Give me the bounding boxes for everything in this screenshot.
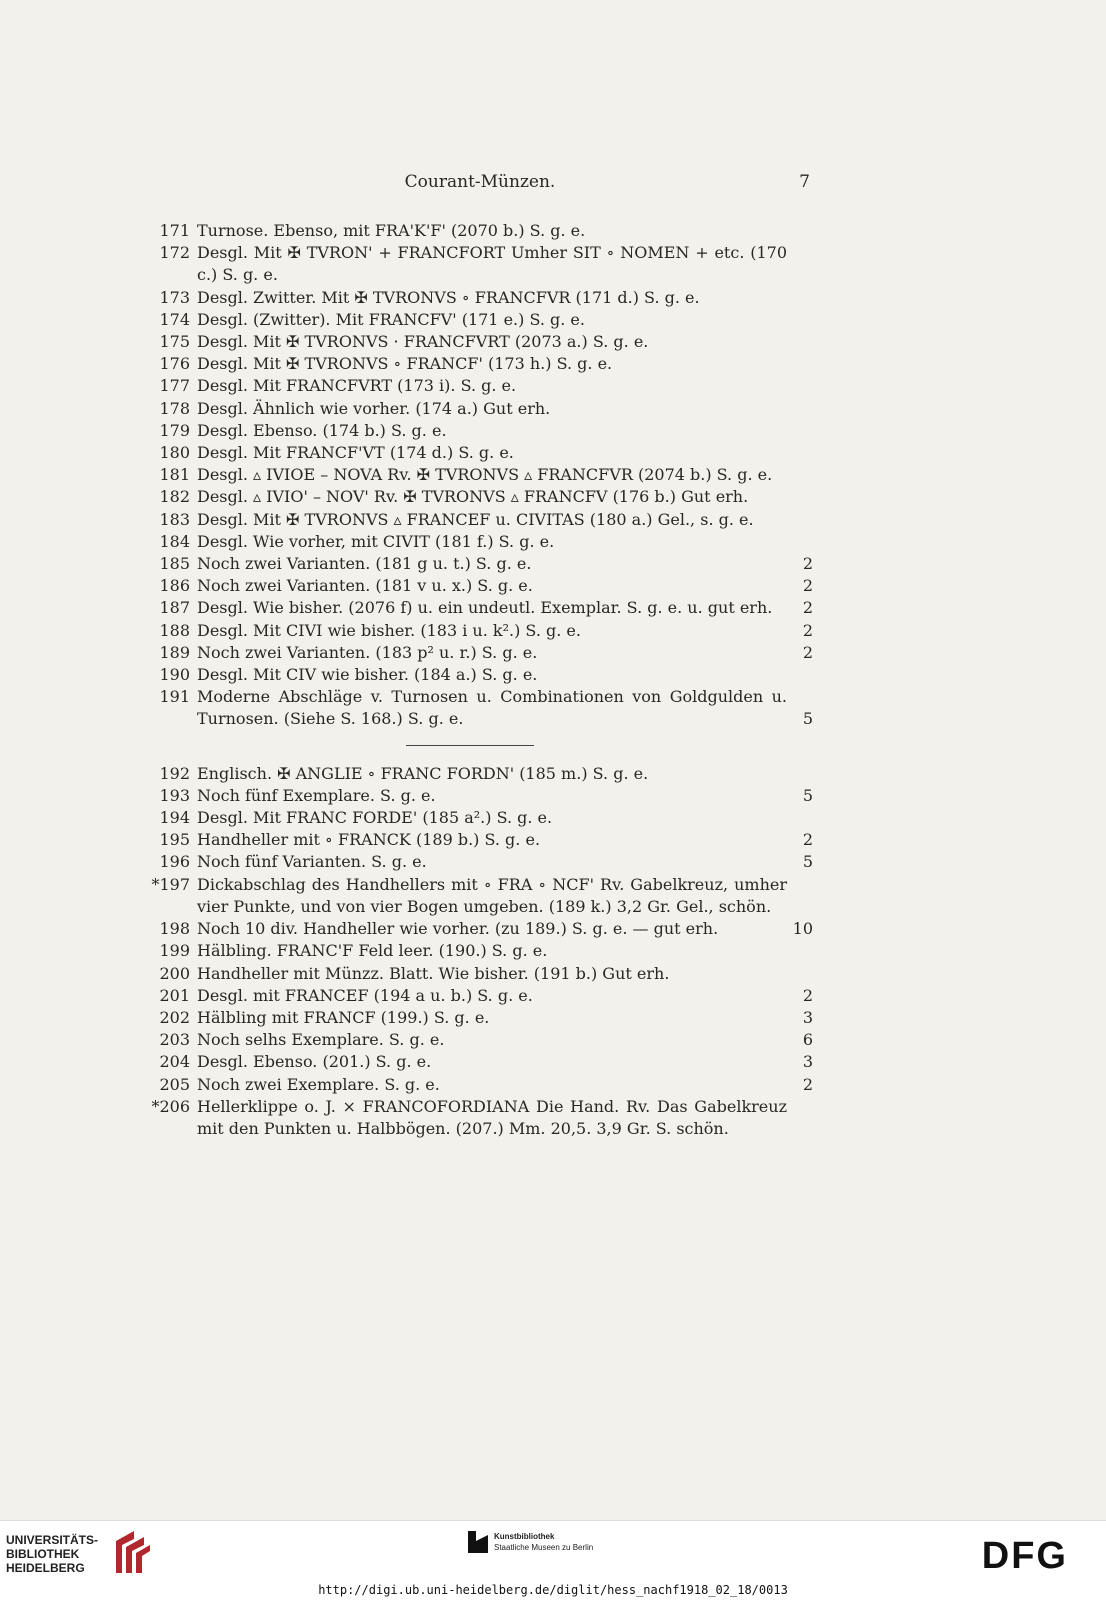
entry-description: Noch fünf Exemplare. S. g. e.: [197, 785, 436, 805]
catalogue-entry: [148, 575, 813, 597]
entry-description: Desgl. Mit FRANCFVRT (173 i). S. g. e.: [197, 376, 517, 396]
entry-number: 185: [159, 554, 190, 574]
entry-number: 196: [159, 852, 190, 872]
catalogue-entry: [148, 963, 813, 985]
catalogue-entry: [148, 1007, 813, 1029]
kunstbibliothek-logo[interactable]: [468, 1531, 593, 1553]
entry-number: 171: [159, 221, 190, 240]
kb-logo-line1: Kunstbibliothek: [494, 1532, 555, 1541]
entry-description: Desgl. Ebenso. (201.) S. g. e.: [197, 1052, 432, 1072]
entry-description: Noch fünf Varianten. S. g. e.: [197, 852, 427, 872]
entry-count: 5: [802, 785, 813, 805]
entry-number: 184: [159, 531, 190, 551]
entry-description: Desgl. mit FRANCEF (194 a u. b.) S. g. e.: [197, 985, 533, 1005]
entry-number: 199: [159, 941, 190, 961]
entry-description: Hälbling mit FRANCF (199.) S. g. e.: [197, 1007, 490, 1027]
kunstbibliothek-icon: [468, 1531, 488, 1553]
catalogue-entry: [148, 242, 813, 286]
entry-description: Desgl. Mit ✠ TVRON' + FRANCFORT Umher SIT ∘ NOMEN + etc. (170 c.) S. g. e.: [197, 243, 787, 285]
entry-number: 182: [159, 487, 190, 507]
entry-number: 202: [159, 1007, 190, 1027]
entry-count: 10: [792, 919, 813, 939]
dfg-logo[interactable]: DFG: [981, 1535, 1068, 1577]
entry-description: Turnose. Ebenso, mit FRA'K'F' (2070 b.) S. g. e.: [197, 221, 586, 240]
ub-columns-icon: [112, 1529, 152, 1575]
entry-count: 5: [802, 852, 813, 872]
catalogue-entry: [148, 553, 813, 575]
ub-logo-line2: BIBLIOTHEK: [6, 1547, 80, 1561]
section-divider: [406, 745, 534, 746]
catalogue-entry: [148, 420, 813, 442]
entry-count: 3: [802, 1007, 813, 1027]
entry-number: 203: [159, 1030, 190, 1050]
catalogue-entry: [148, 375, 813, 397]
entry-number: 173: [159, 287, 190, 307]
catalogue-entry: [148, 1096, 813, 1140]
entry-count: 2: [802, 1074, 813, 1094]
entry-number: 200: [159, 963, 190, 983]
catalogue-entry: [148, 398, 813, 420]
entry-description: Handheller mit ∘ FRANCK (189 b.) S. g. e.: [197, 830, 541, 850]
entry-description: Desgl. Mit ✠ TVRONVS ∘ FRANCF' (173 h.) S. g. e.: [197, 354, 613, 374]
entry-description: Desgl. Ähnlich wie vorher. (174 a.) Gut erh.: [197, 398, 551, 418]
entry-description: Desgl. Wie vorher, mit CIVIT (181 f.) S. g. e.: [197, 531, 555, 551]
entry-count: 2: [802, 620, 813, 640]
running-title: Courant-Münzen.: [404, 172, 556, 192]
entry-description: Desgl. Mit CIV wie bisher. (184 a.) S. g. e.: [197, 665, 538, 685]
entry-number: 195: [159, 830, 190, 850]
catalogue-entry: [148, 1051, 813, 1073]
entry-list-heller: [148, 763, 813, 1140]
entry-description: Noch zwei Varianten. (183 p² u. r.) S. g. e.: [197, 642, 538, 662]
catalogue-entry: [148, 509, 813, 531]
ub-heidelberg-logo[interactable]: [6, 1533, 98, 1575]
entry-description: Noch zwei Varianten. (181 v u. x.) S. g. e.: [197, 576, 533, 596]
catalogue-entry: [148, 874, 813, 918]
entry-number: *197: [151, 874, 190, 894]
catalogue-entry: [148, 785, 813, 807]
entry-description: Noch 10 div. Handheller wie vorher. (zu 189.) S. g. e. — gut erh.: [197, 919, 719, 939]
catalogue-entry: [148, 940, 813, 962]
entry-number: 176: [159, 354, 190, 374]
entry-number: *206: [151, 1096, 190, 1116]
entry-number: 198: [159, 919, 190, 939]
entry-count: 2: [802, 576, 813, 596]
entry-number: 204: [159, 1052, 190, 1072]
entry-count: 2: [802, 985, 813, 1005]
entry-number: 172: [159, 243, 190, 263]
entry-number: 181: [159, 465, 190, 485]
entry-description: Hälbling. FRANC'F Feld leer. (190.) S. g. e.: [197, 941, 548, 961]
catalogue-entry: [148, 287, 813, 309]
entry-count: 2: [802, 554, 813, 574]
entry-count: 2: [802, 642, 813, 662]
entry-number: 190: [159, 665, 190, 685]
entry-number: 189: [159, 642, 190, 662]
entry-description: Desgl. Mit CIVI wie bisher. (183 i u. k².) S. g. e.: [197, 620, 581, 640]
entry-count: 2: [802, 598, 813, 618]
entry-description: Noch selhs Exemplare. S. g. e.: [197, 1030, 445, 1050]
catalogue-entry: [148, 918, 813, 940]
entry-number: 183: [159, 509, 190, 529]
catalogue-entry: [148, 464, 813, 486]
entry-number: 193: [159, 785, 190, 805]
permalink-url[interactable]: http://digi.ub.uni-heidelberg.de/diglit/hess_nachf1918_02_18/0013: [318, 1583, 788, 1597]
entry-description: Desgl. ▵ IVIOE – NOVA Rv. ✠ TVRONVS ▵ FRANCFVR (2074 b.) S. g. e.: [197, 465, 773, 485]
catalogue-entry: [148, 442, 813, 464]
entry-number: 194: [159, 808, 190, 828]
entry-number: 188: [159, 620, 190, 640]
catalogue-entry: [148, 1029, 813, 1051]
entry-description: Noch zwei Exemplare. S. g. e.: [197, 1074, 440, 1094]
catalogue-entry: [148, 1074, 813, 1096]
page-number: 7: [799, 172, 810, 192]
entry-description: Handheller mit Münzz. Blatt. Wie bisher. (191 b.) Gut erh.: [197, 963, 670, 983]
entry-count: 6: [802, 1030, 813, 1050]
entry-description: Noch zwei Varianten. (181 g u. t.) S. g. e.: [197, 554, 532, 574]
ub-logo-line3: HEIDELBERG: [6, 1561, 85, 1575]
entry-number: 187: [159, 598, 190, 618]
entry-description: Desgl. Mit ✠ TVRONVS ▵ FRANCEF u. CIVITAS (180 a.) Gel., s. g. e.: [197, 509, 754, 529]
catalogue-entry: [148, 642, 813, 664]
catalogue-entry: [148, 686, 813, 730]
entry-description: Englisch. ✠ ANGLIE ∘ FRANC FORDN' (185 m.) S. g. e.: [197, 763, 649, 783]
digitization-footer: [0, 1520, 1106, 1602]
catalogue-entry: [148, 851, 813, 873]
catalogue-entry: [148, 531, 813, 553]
entry-number: 179: [159, 420, 190, 440]
entry-description: Dickabschlag des Handhellers mit ∘ FRA ∘ NCF' Rv. Gabelkreuz, umher vier Punkte, und von vier Bogen umgeben. (189 k.) 3,2 Gr. Gel., schön.: [197, 874, 787, 916]
entry-number: 180: [159, 443, 190, 463]
entry-count: 3: [802, 1052, 813, 1072]
entry-number: 201: [159, 985, 190, 1005]
catalogue-entry: [148, 620, 813, 642]
entry-description: Hellerklippe o. J. × FRANCOFORDIANA Die Hand. Rv. Das Gabelkreuz mit den Punkten u. Halbbögen. (207.) Mm. 20,5. 3,9 Gr. S. schön.: [197, 1096, 787, 1138]
entry-number: 192: [159, 763, 190, 783]
entry-count: 5: [802, 709, 813, 729]
catalogue-entry: [148, 220, 813, 242]
entry-description: Desgl. Mit ✠ TVRONVS · FRANCFVRT (2073 a.) S. g. e.: [197, 332, 649, 352]
catalogue-entry: [148, 331, 813, 353]
entry-description: Desgl. Mit FRANC FORDE' (185 a².) S. g. e.: [197, 808, 553, 828]
entry-number: 174: [159, 309, 190, 329]
entry-count: 2: [802, 830, 813, 850]
ub-logo-line1: UNIVERSITÄTS-: [6, 1533, 99, 1547]
catalogue-entry: [148, 597, 813, 619]
catalogue-entries: [148, 220, 813, 1140]
entry-description: Desgl. Wie bisher. (2076 f) u. ein undeutl. Exemplar. S. g. e. u. gut erh.: [197, 598, 773, 618]
entry-number: 205: [159, 1074, 190, 1094]
catalogue-entry: [148, 309, 813, 331]
entry-description: Desgl. (Zwitter). Mit FRANCFV' (171 e.) S. g. e.: [197, 309, 585, 329]
catalogue-entry: [148, 985, 813, 1007]
entry-list-turnosen: [148, 220, 813, 731]
entry-number: 186: [159, 576, 190, 596]
catalogue-entry: [148, 664, 813, 686]
entry-number: 178: [159, 398, 190, 418]
catalogue-entry: [148, 353, 813, 375]
entry-description: Desgl. Zwitter. Mit ✠ TVRONVS ∘ FRANCFVR (171 d.) S. g. e.: [197, 287, 700, 307]
catalogue-entry: [148, 807, 813, 829]
entry-description: Desgl. Ebenso. (174 b.) S. g. e.: [197, 420, 447, 440]
catalogue-entry: [148, 829, 813, 851]
entry-description: Moderne Abschläge v. Turnosen u. Combinationen von Goldgulden u. Turnosen. (Siehe S. 168.) S. g. e.: [197, 687, 787, 729]
catalogue-entry: [148, 763, 813, 785]
entry-number: 191: [159, 687, 190, 707]
catalogue-entry: [148, 486, 813, 508]
kb-logo-line2: Staatliche Museen zu Berlin: [494, 1543, 594, 1552]
entry-description: Desgl. ▵ IVIO' – NOV' Rv. ✠ TVRONVS ▵ FRANCFV (176 b.) Gut erh.: [197, 487, 749, 507]
entry-description: Desgl. Mit FRANCF'VT (174 d.) S. g. e.: [197, 443, 514, 463]
entry-number: 177: [159, 376, 190, 396]
entry-number: 175: [159, 332, 190, 352]
